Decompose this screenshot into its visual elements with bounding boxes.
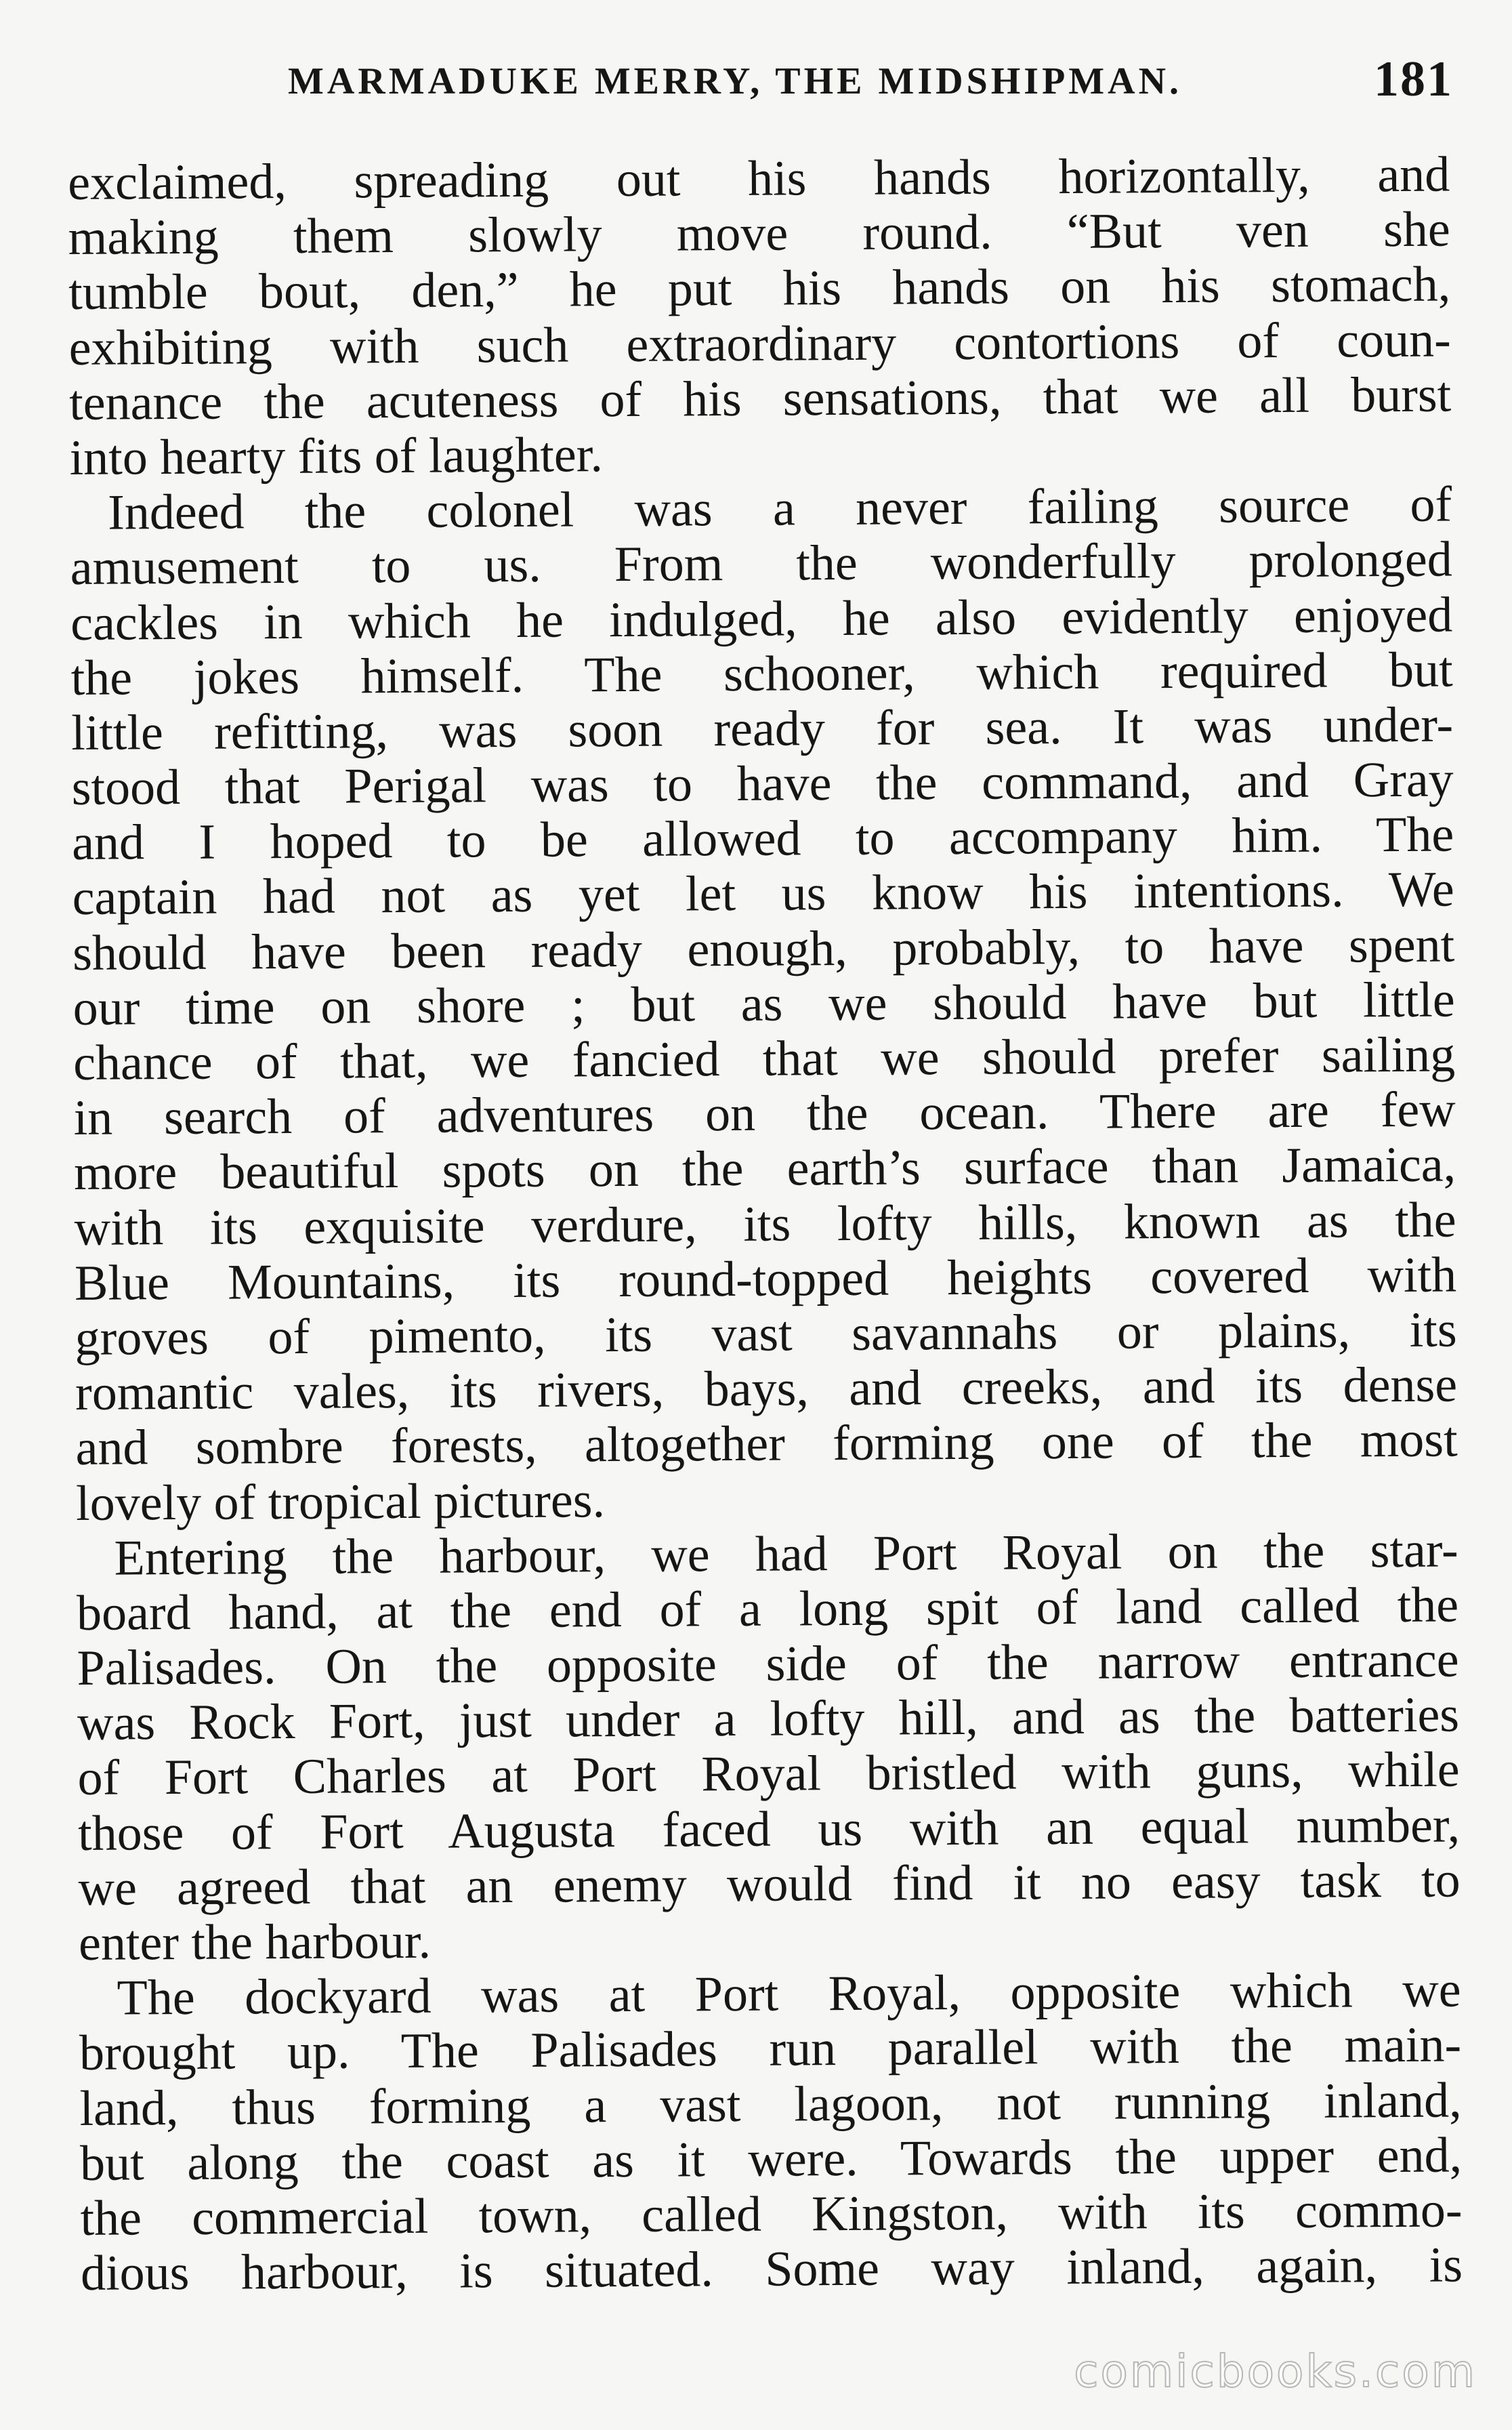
text-line: board hand, at the end of a long spit of land called the <box>76 1577 1459 1641</box>
text-line: brought up. The Palisades run parallel with the main- <box>79 2017 1462 2082</box>
text-line: groves of pimento, its vast savannahs or plains, its <box>75 1302 1457 1366</box>
text-line: the commercial town, called Kingston, with its commo- <box>80 2182 1463 2246</box>
text-line: captain had not as yet let us know his intentions. We <box>72 861 1454 926</box>
text-line: little refitting, was soon ready for sea. It was under- <box>70 697 1454 761</box>
text-line: with its exquisite verdure, its lofty hills, known as the <box>74 1192 1456 1256</box>
text-line: of Fort Charles at Port Royal bristled with guns, while <box>77 1742 1460 1807</box>
text-line: in search of adventures on the ocean. There are few <box>73 1082 1456 1147</box>
text-line: amusement to us. From the wonderfully prolonged <box>70 531 1452 596</box>
text-line: the jokes himself. The schooner, which required but <box>70 642 1453 706</box>
text-line: romantic vales, its rivers, bays, and creeks, and its dense <box>75 1357 1458 1422</box>
text-line: into hearty fits of laughter. <box>69 427 604 486</box>
text-line: land, thus forming a vast lagoon, not running inland, <box>79 2072 1462 2137</box>
text-line: and sombre forests, altogether forming one of the most <box>75 1412 1458 1477</box>
watermark: comicbooks.com <box>1074 2345 1477 2397</box>
text-line: Blue Mountains, its round-topped heights covered with <box>74 1247 1457 1311</box>
body-text <box>68 148 1463 2302</box>
text-line: The dockyard was at Port Royal, opposite which we <box>117 1962 1461 2026</box>
text-line: our time on shore ; but as we should have but little <box>72 972 1455 1036</box>
text-line: Entering the harbour, we had Port Royal on the star- <box>114 1522 1458 1586</box>
text-line: dious harbour, is situated. Some way inland, again, is <box>80 2237 1463 2302</box>
text-line: and I hoped to be allowed to accompany him. The <box>71 806 1454 871</box>
text-line: enter the harbour. <box>78 1913 432 1971</box>
running-title: MARMADUKE MERRY, THE MIDSHIPMAN. <box>288 60 1183 102</box>
text-line: Indeed the colonel was a never failing source of <box>107 476 1452 541</box>
text-line: should have been ready enough, probably, to have spent <box>72 917 1455 981</box>
text-line: those of Fort Augusta faced us with an equal number, <box>77 1797 1461 1861</box>
text-line: chance of that, we fancied that we should prefer sailing <box>72 1027 1456 1091</box>
text-line: but along the coast as it were. Towards the upper end, <box>79 2127 1463 2191</box>
text-line: cackles in which he indulged, he also evidently enjoyed <box>70 587 1453 651</box>
text-line: stood that Perigal was to have the command, and Gray <box>71 751 1454 817</box>
page-number: 181 <box>1374 52 1453 107</box>
text-line: exhibiting with such extraordinary contortions of coun- <box>68 312 1451 376</box>
text-line: exclaimed, spreading out his hands horizontally, and <box>67 146 1450 211</box>
text-line: tumble bout, den,” he put his hands on his stomach, <box>68 256 1451 321</box>
running-head <box>288 53 1453 107</box>
text-line: more beautiful spots on the earth’s surface than Jamaica, <box>73 1136 1456 1201</box>
text-line: lovely of tropical pictures. <box>75 1472 606 1531</box>
text-line: we agreed that an enemy would find it no easy task to <box>78 1852 1461 1916</box>
text-line: making them slowly move round. “But ven she <box>68 201 1450 266</box>
text-line: Palisades. On the opposite side of the narrow entrance <box>77 1632 1459 1697</box>
text-line: tenance the acuteness of his sensations, that we all burst <box>68 367 1452 431</box>
text-line: was Rock Fort, just under a lofty hill, and as the batteries <box>77 1687 1460 1752</box>
